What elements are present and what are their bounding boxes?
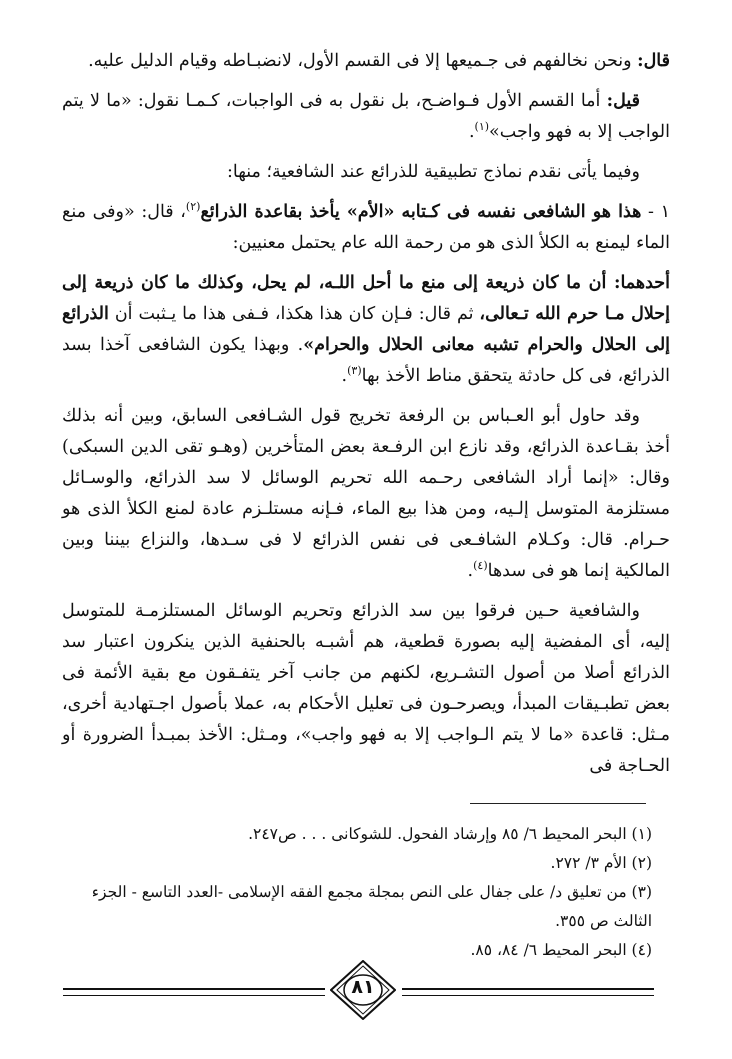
main-text — [62, 46, 670, 791]
label-qil: قيل: — [606, 91, 640, 111]
footnote-divider — [470, 803, 646, 804]
paragraph-5-mid: ثم قال: فـإن كان هذا هكذا، فـفى هذا ما يـثبت أن — [108, 304, 480, 324]
page-number: ٨١ — [351, 976, 375, 998]
item-number-1: ١ - — [641, 202, 670, 222]
footnote-ref-1: (١) — [474, 120, 490, 134]
footnote-ref-4: (٤) — [473, 559, 488, 573]
page-number-ornament — [330, 960, 396, 1020]
paragraph-5-end: . وبهذا يكون الشافعى آخذا بسد الذرائع، فى كل حادثة يتحقق مناط الأخذ بها — [62, 335, 670, 386]
footnote-ref-3: (٣) — [347, 364, 362, 378]
paragraph-1 — [62, 46, 670, 77]
bottom-rule-right — [402, 988, 654, 996]
paragraph-2 — [62, 86, 670, 148]
footnote-1: (١) البحر المحيط ٦/ ٨٥ وإرشاد الفحول. للشوكانى . . . ص٢٤٧. — [248, 825, 652, 843]
paragraph-5-dot: . — [341, 366, 348, 386]
footnote-2: (٢) الأم ٣/ ٢٧٢. — [550, 854, 652, 872]
footnote-3: (٣) من تعليق د/ على جفال على النص بمجلة مجمع الفقه الإسلامى -العدد التاسع - الجزء الثالث ص ٣٥٥. — [91, 883, 652, 930]
paragraph-2-text: أما القسم الأول فـواضـح، بل نقول به فى الواجبات، كـمـا نقول: «ما لا يتم الواجب إلا به فهو واجب» — [62, 91, 670, 142]
paragraph-5-bold: أحدهما: أن ما كان ذريعة إلى منع ما أحل اللـه، لم يحل، وكذلك ما كان ذريعة إلى إحلال مـا حرم الله تـعالى، — [62, 273, 670, 324]
paragraph-6 — [62, 401, 670, 587]
paragraph-4-text: ، قال: «وفى منع الماء ليمنع به الكلأ الذى هو من رحمة الله عام يحتمل معنيين: — [62, 202, 670, 253]
label-qal: قال: — [637, 51, 670, 71]
paragraph-7: والشافعية حـين فرقوا بين سد الذرائع وتحريم الوسائل المستلزمـة للمتوسل إليه، أى المفضية إليه بصورة قطعية، هم أشبـه بالحنفية الذين ينكرون اعتبار سد الذرائع أصلا من أصول التشـريع، لكنهم من جانب آخر يتفـقون مع بقية الأئمة فى بعض تطبـيقات المبدأ، ويصرحـون فى تعليل الأحكام به، عملا بأصول اجـتهادية أخرى، مـثل: قاعدة «ما لا يتم الـواجب إلا به فهو واجب»، ومـثل: الأخذ بمبـدأ الضرورة أو الحـاجة فى — [62, 601, 670, 776]
paragraph-4 — [62, 197, 670, 259]
footnote-ref-2: (٢) — [185, 200, 201, 214]
bottom-rule-left — [63, 988, 325, 996]
paragraph-1-text: ونحن نخالفهم فى جـميعها إلا فى القسم الأول، لانضبـاطه وقيام الدليل عليه. — [88, 51, 638, 71]
footnotes — [62, 820, 652, 965]
paragraph-6-text: وقد حاول أبو العـباس بن الرفعة تخريج قول الشـافعى السابق، وبين أنه بذلك أخذ بقـاعدة الذرائع، وقد نازع ابن الرفـعة بعض المتأخرين (وهـو تقى الدين السبكى) وقال: «إنما أراد الشافعى رحـمه الله تحريم الوسائل لا سد الذرائع، والوسـائل مستلزمة المتوسل إلـيه، ومن هذا بيع الماء، فـإنه مستلـزم عادة لمنع الكلأ الذى هو حـرام. قال: وكـلام الشافـعى فى نفس الذرائع لا فى سـدها، والنزاع بيننا وبين المالكية إنما هو فى سدها — [62, 406, 670, 581]
paragraph-4-bold: هذا هو الشافعى نفسه فى كـتابه «الأم» يأخذ بقاعدة الذرائع — [200, 202, 642, 222]
paragraph-3: وفيما يأتى نقدم نماذج تطبيقية للذرائع عند الشافعية؛ منها: — [226, 162, 640, 182]
paragraph-5 — [62, 268, 670, 392]
footnote-4: (٤) البحر المحيط ٦/ ٨٤، ٨٥. — [470, 941, 652, 959]
paragraph-5-bold2: الذرائع إلى الحلال والحرام تشبه معانى الحلال والحرام» — [62, 304, 671, 355]
paragraph-2-end: . — [468, 122, 475, 142]
paragraph-6-dot: . — [467, 561, 474, 581]
